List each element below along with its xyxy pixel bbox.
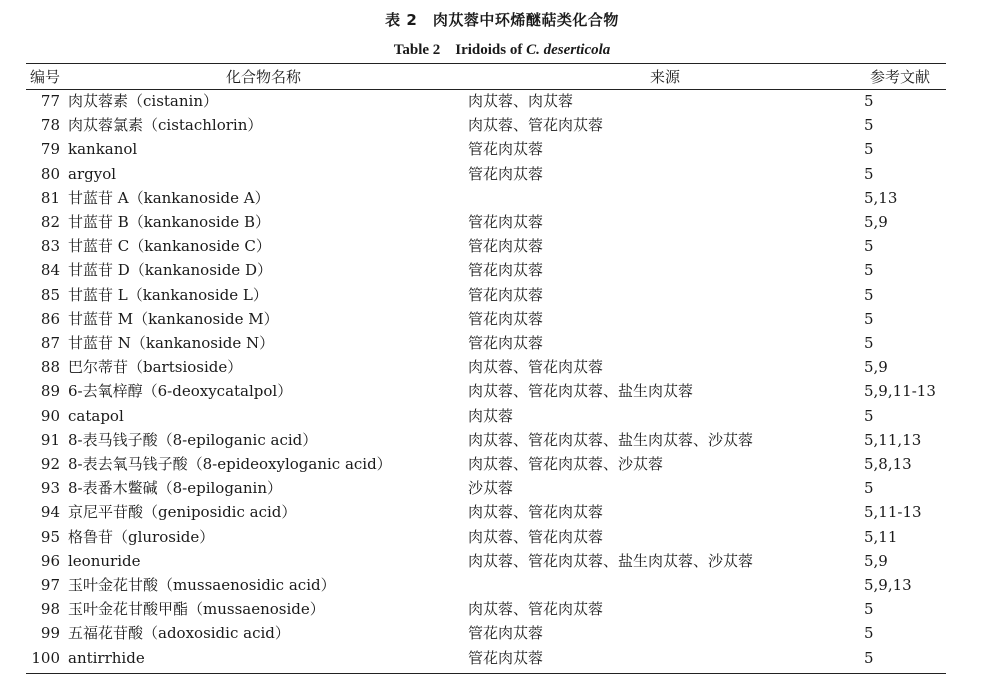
header-number: 编号 [30, 68, 61, 86]
cell-number: 77 [40, 92, 60, 110]
cell-reference: 5 [864, 648, 874, 667]
cell-compound-name: 玉叶金花甘酸（mussaenosidic acid） [68, 576, 336, 594]
table-row [0, 379, 1004, 403]
cell-compound-name: 6-去氧梓醇（6-deoxycatalpol） [68, 382, 293, 401]
cell-compound-name: 肉苁蓉氯素（cistachlorin） [68, 116, 263, 135]
cell-source: 管花肉苁蓉 [468, 237, 544, 256]
cell-compound-name: 甘蓝苷 L（kankanoside L） [68, 285, 268, 304]
cell-source: 管花肉苁蓉 [468, 261, 544, 280]
cell-number: 93 [40, 479, 60, 498]
cell-reference: 5,9,13 [864, 576, 912, 594]
table-caption-english [0, 38, 1004, 59]
table-row [0, 186, 1004, 210]
cell-number: 95 [40, 527, 60, 546]
cell-compound-name: leonuride [68, 551, 141, 570]
cell-reference: 5 [864, 116, 874, 135]
table-row [0, 137, 1004, 161]
cell-source: 管花肉苁蓉 [468, 624, 544, 643]
cell-reference: 5,9 [864, 358, 888, 377]
cell-compound-name: 玉叶金花甘酸甲酯（mussaenoside） [68, 600, 325, 619]
cell-reference: 5,11 [864, 527, 898, 546]
cell-compound-name: 甘蓝苷 A（kankanoside A） [68, 188, 270, 207]
cell-reference: 5 [864, 140, 874, 159]
table-row [0, 597, 1004, 621]
table-row [0, 404, 1004, 428]
table-bottom-rule [26, 673, 946, 674]
table-row [0, 234, 1004, 258]
cell-number: 88 [40, 358, 60, 377]
table-row [0, 162, 1004, 186]
cell-compound-name: catapol [68, 406, 124, 425]
cell-compound-name: 8-表马钱子酸（8-epiloganic acid） [68, 430, 318, 449]
table-top-rule [26, 63, 946, 64]
cell-number: 90 [40, 406, 60, 425]
cell-reference: 5 [864, 624, 874, 643]
cell-number: 100 [31, 648, 60, 667]
header-source: 来源 [650, 68, 681, 86]
cell-source: 肉苁蓉、管花肉苁蓉、沙苁蓉 [468, 455, 664, 473]
cell-number: 79 [40, 140, 60, 159]
cell-reference: 5 [864, 406, 874, 425]
cell-reference: 5 [864, 164, 874, 183]
cell-reference: 5 [864, 92, 874, 110]
cell-source: 管花肉苁蓉 [468, 648, 544, 667]
cell-number: 86 [40, 309, 60, 328]
cell-compound-name: kankanol [68, 140, 138, 159]
cell-number: 94 [40, 503, 60, 522]
cell-reference: 5 [864, 309, 874, 328]
cell-compound-name: argyol [68, 164, 117, 183]
table-row [0, 307, 1004, 331]
cell-reference: 5,13 [864, 188, 898, 207]
cell-number: 82 [40, 213, 60, 231]
cell-source: 肉苁蓉、肉苁蓉 [468, 92, 574, 110]
cell-number: 98 [40, 600, 60, 619]
cell-compound-name: 肉苁蓉素（cistanin） [68, 92, 218, 110]
cell-number: 91 [40, 430, 60, 449]
cell-source: 肉苁蓉、管花肉苁蓉 [468, 116, 604, 135]
cell-compound-name: 巴尔蒂苷（bartsioside） [68, 358, 243, 377]
cell-number: 85 [40, 285, 60, 304]
table-row [0, 113, 1004, 137]
cell-reference: 5 [864, 479, 874, 498]
cell-reference: 5 [864, 600, 874, 619]
cell-source: 管花肉苁蓉 [468, 164, 544, 183]
table-row [0, 549, 1004, 573]
cell-source: 管花肉苁蓉 [468, 285, 544, 304]
cell-source: 管花肉苁蓉 [468, 140, 544, 159]
cell-reference: 5,9,11-13 [864, 382, 936, 401]
table-header-row [0, 65, 1004, 89]
cell-source: 肉苁蓉、管花肉苁蓉、盐生肉苁蓉、沙苁蓉 [468, 551, 754, 570]
table-row [0, 573, 1004, 597]
cell-compound-name: 8-表去氧马钱子酸（8-epideoxyloganic acid） [68, 455, 392, 473]
cell-number: 87 [40, 334, 60, 352]
caption-species-name: C. deserticola [526, 42, 611, 58]
header-compound-name: 化合物名称 [226, 68, 302, 86]
cell-source: 沙苁蓉 [468, 479, 514, 498]
cell-compound-name: 甘蓝苷 M（kankanoside M） [68, 309, 279, 328]
cell-source: 肉苁蓉、管花肉苁蓉、盐生肉苁蓉、沙苁蓉 [468, 430, 754, 449]
cell-number: 96 [40, 551, 60, 570]
cell-reference: 5 [864, 237, 874, 256]
cell-reference: 5 [864, 334, 874, 352]
table-row [0, 258, 1004, 282]
cell-reference: 5,8,13 [864, 455, 912, 473]
cell-compound-name: 8-表番木鳖碱（8-epiloganin） [68, 479, 282, 498]
cell-source: 肉苁蓉、管花肉苁蓉 [468, 600, 604, 619]
cell-number: 84 [40, 261, 60, 280]
cell-compound-name: antirrhide [68, 648, 145, 667]
table-row [0, 646, 1004, 670]
table-row [0, 525, 1004, 549]
cell-reference: 5,9 [864, 213, 888, 231]
cell-reference: 5,11,13 [864, 430, 922, 449]
table-row [0, 621, 1004, 645]
cell-source: 肉苁蓉、管花肉苁蓉 [468, 503, 604, 522]
cell-source: 管花肉苁蓉 [468, 213, 544, 231]
cell-compound-name: 甘蓝苷 N（kankanoside N） [68, 334, 275, 352]
cell-compound-name: 甘蓝苷 D（kankanoside D） [68, 261, 272, 280]
cell-source: 肉苁蓉、管花肉苁蓉 [468, 358, 604, 377]
cell-number: 83 [40, 237, 60, 256]
cell-reference: 5 [864, 285, 874, 304]
cell-number: 78 [40, 116, 60, 135]
table-row [0, 428, 1004, 452]
cell-reference: 5,11-13 [864, 503, 922, 522]
caption-english-prefix: Table 2 Iridoids of [393, 42, 527, 58]
cell-source: 管花肉苁蓉 [468, 309, 544, 328]
cell-number: 97 [40, 576, 60, 594]
cell-compound-name: 甘蓝苷 B（kankanoside B） [68, 213, 270, 231]
table-row [0, 452, 1004, 476]
cell-compound-name: 五福花苷酸（adoxosidic acid） [68, 624, 290, 643]
table-caption-chinese: 表 2 肉苁蓉中环烯醚萜类化合物 [385, 11, 619, 29]
cell-source: 肉苁蓉、管花肉苁蓉 [468, 527, 604, 546]
cell-compound-name: 京尼平苷酸（geniposidic acid） [68, 503, 297, 522]
table-row [0, 89, 1004, 113]
cell-compound-name: 格鲁苷（gluroside） [68, 527, 215, 546]
table-row [0, 476, 1004, 500]
table-row [0, 283, 1004, 307]
table-row [0, 331, 1004, 355]
cell-source: 肉苁蓉 [468, 406, 514, 425]
cell-number: 80 [40, 164, 60, 183]
cell-number: 81 [40, 188, 60, 207]
cell-compound-name: 甘蓝苷 C（kankanoside C） [68, 237, 271, 256]
table-row [0, 355, 1004, 379]
cell-number: 92 [40, 455, 60, 473]
header-reference: 参考文献 [870, 68, 931, 86]
table-row [0, 500, 1004, 524]
cell-reference: 5 [864, 261, 874, 280]
cell-source: 管花肉苁蓉 [468, 334, 544, 352]
cell-number: 99 [40, 624, 60, 643]
table-row [0, 210, 1004, 234]
cell-number: 89 [40, 382, 60, 401]
cell-source: 肉苁蓉、管花肉苁蓉、盐生肉苁蓉 [468, 382, 694, 401]
cell-reference: 5,9 [864, 551, 888, 570]
